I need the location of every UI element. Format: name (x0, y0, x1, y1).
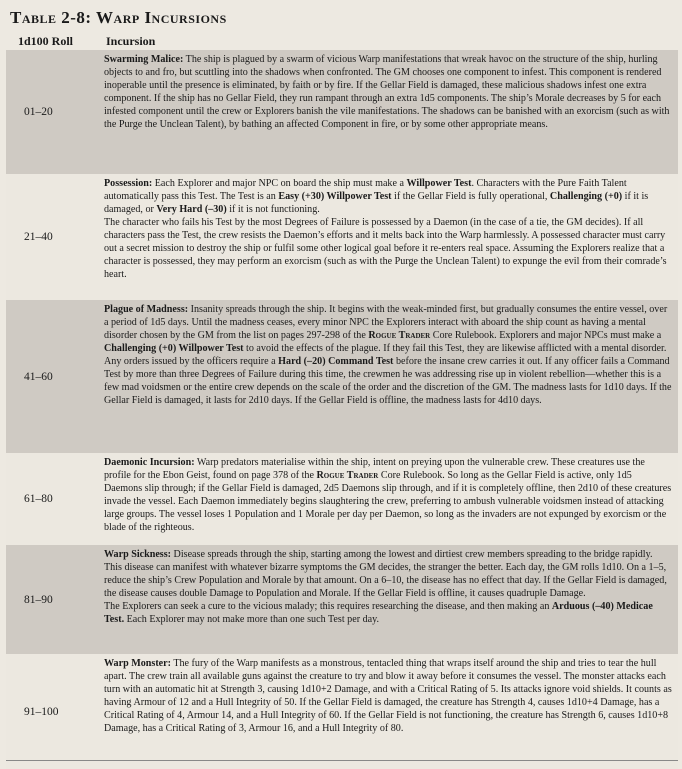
incursion-body: if it is not functioning. (226, 204, 320, 215)
test-name: Challenging (+0) Willpower Test (104, 343, 244, 354)
table-title: Table 2-8: Warp Incursions (10, 8, 227, 27)
incursion-text (100, 654, 678, 769)
incursion-body: Core Rulebook. Explorers and major NPCs must make a (430, 330, 662, 341)
roll-range: 91–100 (24, 705, 59, 718)
incursion-body: Any orders issued by the officers require a (104, 356, 279, 367)
roll-range: 41–60 (24, 370, 53, 383)
roll-range: 21–40 (24, 231, 53, 243)
incursion-body: before the insane crew carries it out. If any officer fails a Command Test by more than three Degrees of Failure during this time, the crewmen he was addressing rise up in violent rebellion—whether this is a few mad voidsmen or the entire crew depends on the scale of the order and the discretion of the GM. The madness lasts for 1d10 days. If the Gellar Field is damaged, it lasts for 2d10 days. If the Gellar Field is offline, the madness lasts for 4d10 days. (104, 356, 672, 406)
table-row (6, 50, 678, 174)
roll-range: 01–20 (24, 106, 53, 118)
test-name: Challenging (+0) (549, 191, 623, 202)
table-header-row (6, 32, 678, 50)
test-name: Very Hard (–30) (156, 204, 227, 215)
test-name: Hard (–20) Command Test (278, 356, 394, 367)
incursion-body: The fury of the Warp manifests as a monstrous, tentacled thing that wraps itself around the ship and tries to tear the hull apart. The crew train all available guns against the creature to try and blow it away before it consumes the vessel. The monster attacks each turn with an automatic hit at Strength 3, causing 1d10+2 Damage, and with a Critical Rating of 5. Its attacks ignore void shields. It counts as having Armour of 12 and a Hull Integrity of 50. If the Gellar Field is damaged, the creature has Strength 4, causes 1d10+4 Damage, has a Critical Rating of 4, Armour 14, and a Hull Integrity of 60. If the Gellar Field is not functioning, the creature has Strength 6, causes 1d10+8 Damage, has a Critical Rating of 3, Armour 16, and a Hull Integrity of 80. (104, 658, 672, 734)
table-row (6, 300, 678, 453)
table-row (6, 453, 678, 545)
roll-range: 61–80 (24, 493, 53, 505)
incursion-text (100, 50, 678, 174)
incursion-body: Each Explorer and major NPC on board the ship must make a (152, 178, 407, 189)
incursion-name: Swarming Malice: (104, 54, 184, 65)
incursion-body: Each Explorer may not make more than one such Test per day. (124, 614, 380, 625)
table-row (6, 545, 678, 654)
incursion-body: Core Rulebook. So long as the Gellar Field is active, only 1d5 Daemons slip through; if the Gellar Field is damaged, 2d5 Daemons slip through, and if it is completely offline, then 2d10 of these creatures invade the vessel. Each Daemon immediately begins slaughtering the crew, preferring to ambush vulnerable voidsmen instead of attacking large groups. The vessel loses 1 Population and 1 Morale per day per Daemon, so long as the invaders are not expunged by exorcism or the blade of the righteous. (104, 470, 672, 533)
header-incursion: Incursion (106, 34, 156, 48)
incursion-body: to avoid the effects of the plague. If they fail this Test, they are likewise afflicted with a mental disorder. (243, 343, 667, 354)
table-row (6, 174, 678, 300)
incursion-text (100, 300, 678, 453)
incursion-text (100, 545, 678, 654)
incursion-name: Possession: (104, 178, 153, 189)
incursion-body: The Explorers can seek a cure to the vicious malady; this requires researching the disease, and then making an (104, 601, 552, 612)
incursion-name: Warp Monster: (104, 658, 171, 669)
test-name: Easy (+30) Willpower Test (278, 191, 392, 202)
test-name: Willpower Test (406, 178, 472, 189)
incursion-name: Daemonic Incursion: (104, 457, 195, 468)
incursion-body: Disease spreads through the ship, starting among the lowest and dirtiest crew members spreading to the bridge rapidly. This disease can manifest with whatever bizarre symptoms the GM decides, the stranger the better. Each day, the GM rolls 1d10. On a 1–5, reduce the ship’s Crew Population and Morale by that amount. On a 6–10, the disease has no effect that day. If the Gellar Field is damaged, the disease causes double Damage to Population and Morale. If the Gellar Field is offline, it causes quadruple Damage. (104, 549, 667, 599)
incursion-name: Plague of Madness: (104, 304, 189, 315)
incursion-body: The ship is plagued by a swarm of vicious Warp manifestations that wreak havoc on the structure of the ship, hurling objects to and fro, but scuttling into the shadows when confronted. The GM chooses one component to infest. This component is rendered inoperable until the presence is eliminated, by faith or by fire. If the Gellar Field is damaged, these malicious shadows infest one extra component. If the ship has no Gellar Field, they run rampant through an extra 1d5 components. The ship’s Morale decreases by 5 for each infested component until the crew or Explorers banish the vile manifestations. The shadows can be banished with an exorcism (such as with the Purge the Unclean Talent), by bathing an affected Component in fire, or by some other appropriate means. (104, 54, 670, 130)
table-row (6, 654, 678, 769)
incursion-body: . Characters with the Pure Faith Talent automatically pass this Test. The Test is an (104, 178, 627, 202)
incursion-text (100, 174, 678, 300)
incursion-text (100, 453, 678, 545)
book-title: Rogue Trader (316, 470, 379, 481)
book-title: Rogue Trader (368, 330, 431, 341)
test-name: Arduous (–40) Medicae Test. (104, 601, 653, 625)
table-bottom-rule (6, 760, 678, 761)
incursion-body: Warp predators materialise within the ship, intent on preying upon the vulnerable crew. These creatures use the profile for the Ebon Geist, found on page 378 of the (104, 457, 645, 481)
header-roll: 1d100 Roll (18, 34, 74, 48)
incursion-body: Insanity spreads through the ship. It begins with the weak-minded first, but gradually consumes the entire vessel, over a period of 1d5 days. Until the madness ceases, every minor NPC the Explorers interact with aboard the ship count as having a mental disorder chosen by the GM from the list on pages 297-298 of the (104, 304, 668, 341)
roll-range: 81–90 (24, 593, 53, 606)
incursion-body: if it is damaged, or (104, 191, 649, 215)
incursion-body: if the Gellar Field is fully operational, (391, 191, 550, 202)
incursion-paragraph: The character who fails his Test by the most Degrees of Failure is possessed by a Daemon (in the case of a tie, the GM decides). If all characters pass the Test, the crew resists the Daemon’s efforts and it melts back into the Warp harmlessly. A possessed character must carry out a secret mission to destroy the ship or fulfil some other logical goal before it re-enters real space. Assuming the Explorers realize that a character is possessed, they may perform an exorcism (such as with the Purge the Unclean Talent) to expunge the evil from their comrade’s heart. (104, 217, 667, 280)
incursion-name: Warp Sickness: (104, 549, 172, 560)
